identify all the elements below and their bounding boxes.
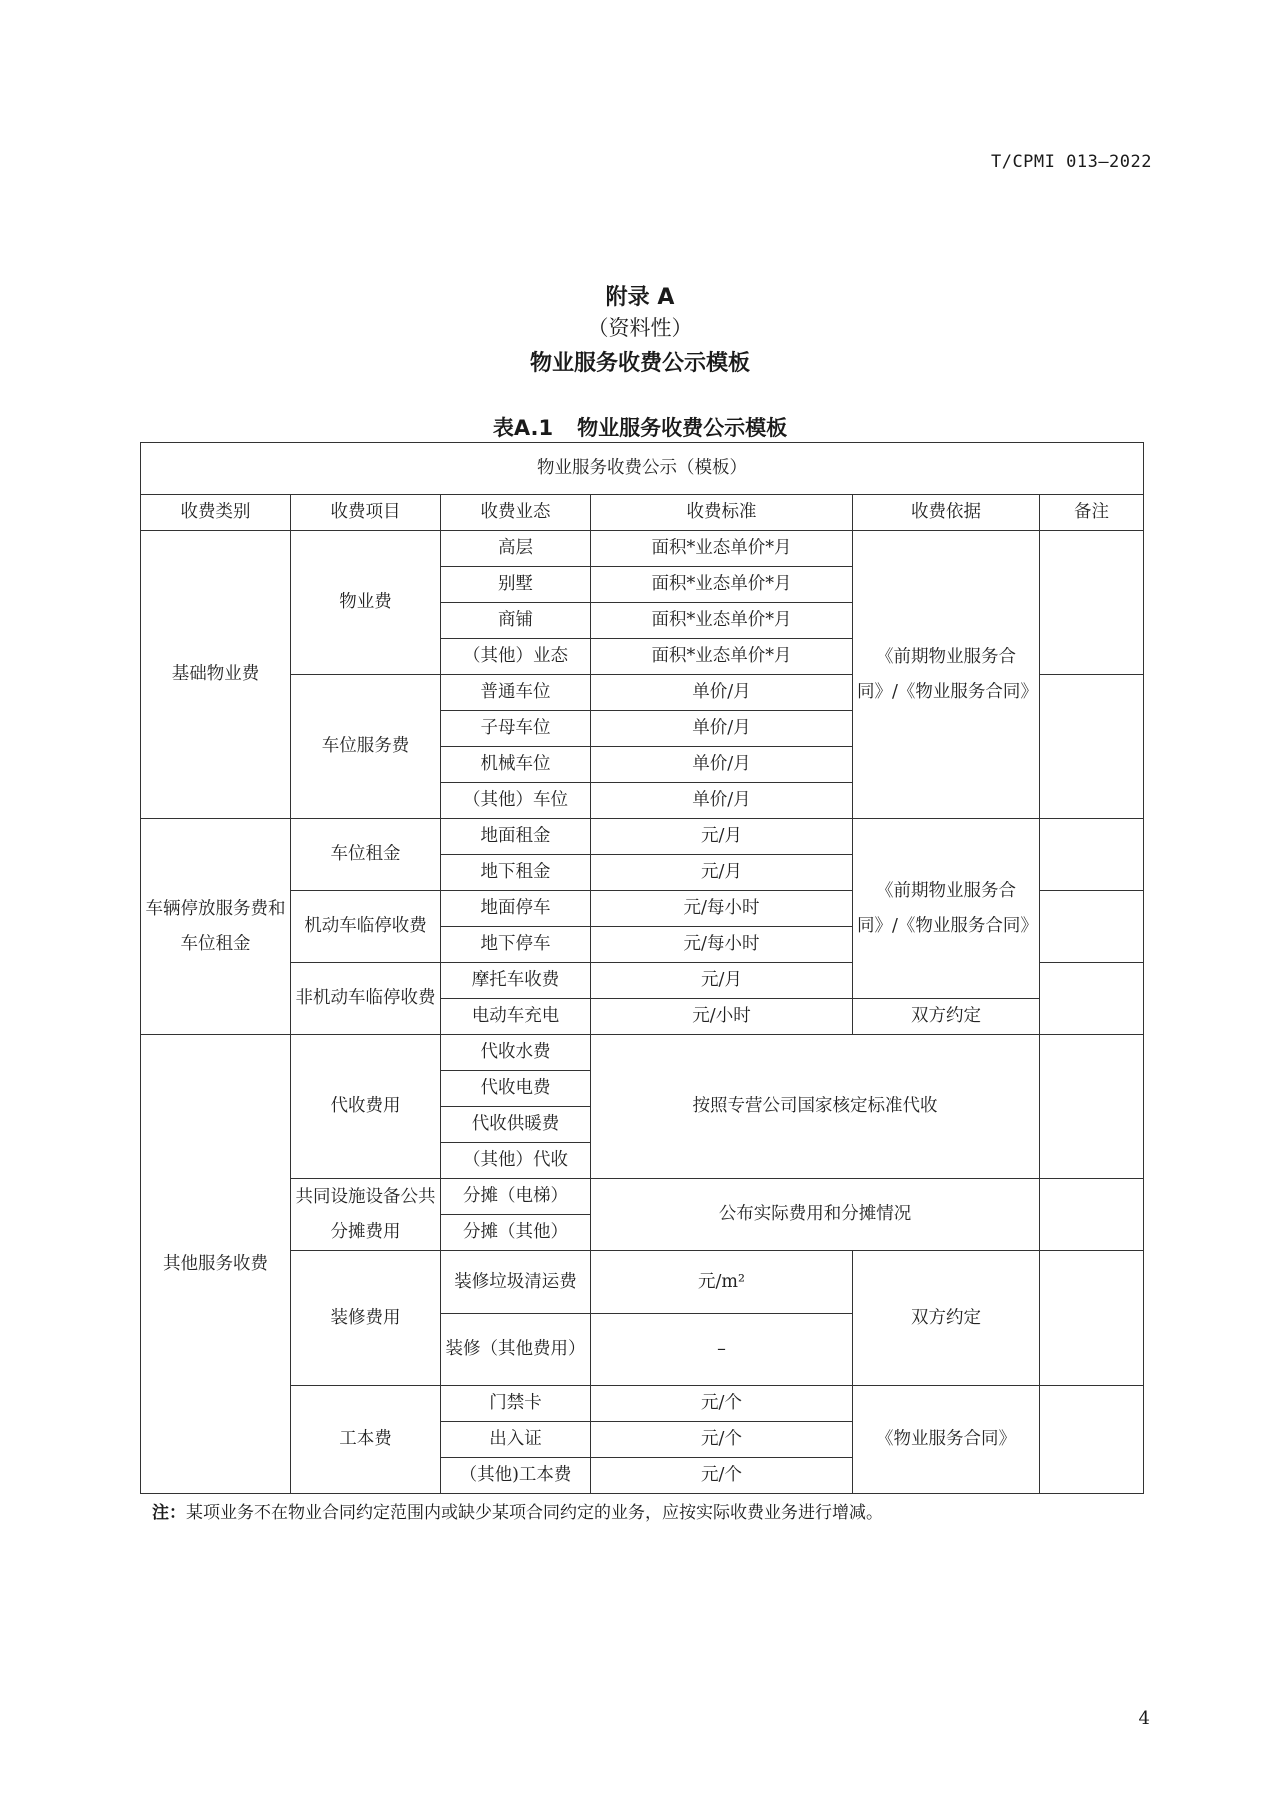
header-type: 收费业态 xyxy=(441,495,591,531)
remark-cell xyxy=(1040,531,1144,675)
appendix-title: 物业服务收费公示模板 xyxy=(529,351,750,376)
remark-cell xyxy=(1040,1035,1144,1179)
remark-cell xyxy=(1040,1251,1144,1386)
type-cell: 地面停车 xyxy=(441,891,591,927)
standard-cell: 元/月 xyxy=(591,963,853,999)
type-cell: （其他）车位 xyxy=(441,783,591,819)
standard-cell: 面积*业态单价*月 xyxy=(591,639,853,675)
type-cell: 分摊（电梯） xyxy=(441,1179,591,1215)
item-decoration: 装修费用 xyxy=(291,1251,441,1386)
item-collection: 代收费用 xyxy=(291,1035,441,1179)
table-title: 物业服务收费公示（模板） xyxy=(141,443,1144,495)
standard-cell: 单价/月 xyxy=(591,711,853,747)
remark-cell xyxy=(1040,1179,1144,1251)
note-label: 注： xyxy=(152,1503,186,1523)
item-nonmotor-temp: 非机动车临停收费 xyxy=(291,963,441,1035)
remark-cell xyxy=(1040,891,1144,963)
basis-ev: 双方约定 xyxy=(853,999,1040,1035)
standard-cell: 面积*业态单价*月 xyxy=(591,567,853,603)
standard-cell: 元/每小时 xyxy=(591,927,853,963)
type-cell: 地下停车 xyxy=(441,927,591,963)
header-category: 收费类别 xyxy=(141,495,291,531)
appendix-label: 附录 A xyxy=(605,285,675,310)
type-cell: 门禁卡 xyxy=(441,1386,591,1422)
remark-cell xyxy=(1040,963,1144,1035)
standard-cell: 单价/月 xyxy=(591,747,853,783)
item-shared: 共同设施设备公共分摊费用 xyxy=(291,1179,441,1251)
type-cell: 出入证 xyxy=(441,1422,591,1458)
standard-collection: 按照专营公司国家核定标准代收 xyxy=(591,1035,1040,1179)
standard-cell: 元/个 xyxy=(591,1386,853,1422)
header-remark: 备注 xyxy=(1040,495,1144,531)
standard-cell: 元/月 xyxy=(591,855,853,891)
standard-code: T/CPMI 013—2022 xyxy=(990,152,1152,172)
standard-cell: 面积*业态单价*月 xyxy=(591,603,853,639)
item-parking-rent: 车位租金 xyxy=(291,819,441,891)
standard-cell: 元/小时 xyxy=(591,999,853,1035)
standard-cell: 面积*业态单价*月 xyxy=(591,531,853,567)
header-standard: 收费标准 xyxy=(591,495,853,531)
remark-cell xyxy=(1040,675,1144,819)
type-cell: （其他）业态 xyxy=(441,639,591,675)
type-cell: 电动车充电 xyxy=(441,999,591,1035)
standard-cell: 元/个 xyxy=(591,1458,853,1494)
category-other: 其他服务收费 xyxy=(141,1035,291,1494)
header-basis: 收费依据 xyxy=(853,495,1040,531)
type-cell: 普通车位 xyxy=(441,675,591,711)
type-cell: 商铺 xyxy=(441,603,591,639)
page-number: 4 xyxy=(1138,1708,1150,1729)
standard-cell: – xyxy=(591,1314,853,1386)
table-note xyxy=(152,1498,883,1523)
type-cell: 装修（其他费用） xyxy=(441,1314,591,1386)
type-cell: 机械车位 xyxy=(441,747,591,783)
type-cell: 子母车位 xyxy=(441,711,591,747)
category-parking: 车辆停放服务费和车位租金 xyxy=(141,819,291,1035)
item-parking-service: 车位服务费 xyxy=(291,675,441,819)
basis-decoration: 双方约定 xyxy=(853,1251,1040,1386)
standard-cell: 元/个 xyxy=(591,1422,853,1458)
type-cell: 别墅 xyxy=(441,567,591,603)
item-motor-temp: 机动车临停收费 xyxy=(291,891,441,963)
basis-parking: 《前期物业服务合同》/《物业服务合同》 xyxy=(853,819,1040,999)
basis-cost-fee: 《物业服务合同》 xyxy=(853,1386,1040,1494)
appendix-nature: （资料性） xyxy=(587,316,693,340)
fee-table xyxy=(140,442,1144,1494)
type-cell: （其他)工本费 xyxy=(441,1458,591,1494)
type-cell: 地下租金 xyxy=(441,855,591,891)
item-cost-fee: 工本费 xyxy=(291,1386,441,1494)
table-caption xyxy=(0,412,1280,442)
type-cell: 分摊（其他） xyxy=(441,1215,591,1251)
type-cell: 高层 xyxy=(441,531,591,567)
remark-cell xyxy=(1040,1386,1144,1494)
type-cell: 摩托车收费 xyxy=(441,963,591,999)
standard-cell: 单价/月 xyxy=(591,675,853,711)
type-cell: 地面租金 xyxy=(441,819,591,855)
remark-cell xyxy=(1040,819,1144,891)
table-caption-number: 表A.1 xyxy=(492,416,554,440)
basis-basic: 《前期物业服务合同》/《物业服务合同》 xyxy=(853,531,1040,819)
header-item: 收费项目 xyxy=(291,495,441,531)
type-cell: （其他）代收 xyxy=(441,1143,591,1179)
standard-cell: 元/每小时 xyxy=(591,891,853,927)
item-property-fee: 物业费 xyxy=(291,531,441,675)
table-caption-title: 物业服务收费公示模板 xyxy=(577,416,788,440)
category-basic: 基础物业费 xyxy=(141,531,291,819)
standard-shared: 公布实际费用和分摊情况 xyxy=(591,1179,1040,1251)
type-cell: 装修垃圾清运费 xyxy=(441,1251,591,1314)
standard-cell: 元/月 xyxy=(591,819,853,855)
type-cell: 代收供暖费 xyxy=(441,1107,591,1143)
type-cell: 代收电费 xyxy=(441,1071,591,1107)
standard-cell: 单价/月 xyxy=(591,783,853,819)
standard-cell: 元/m² xyxy=(591,1251,853,1314)
type-cell: 代收水费 xyxy=(441,1035,591,1071)
note-text: 某项业务不在物业合同约定范围内或缺少某项合同约定的业务，应按实际收费业务进行增减。 xyxy=(186,1503,883,1523)
